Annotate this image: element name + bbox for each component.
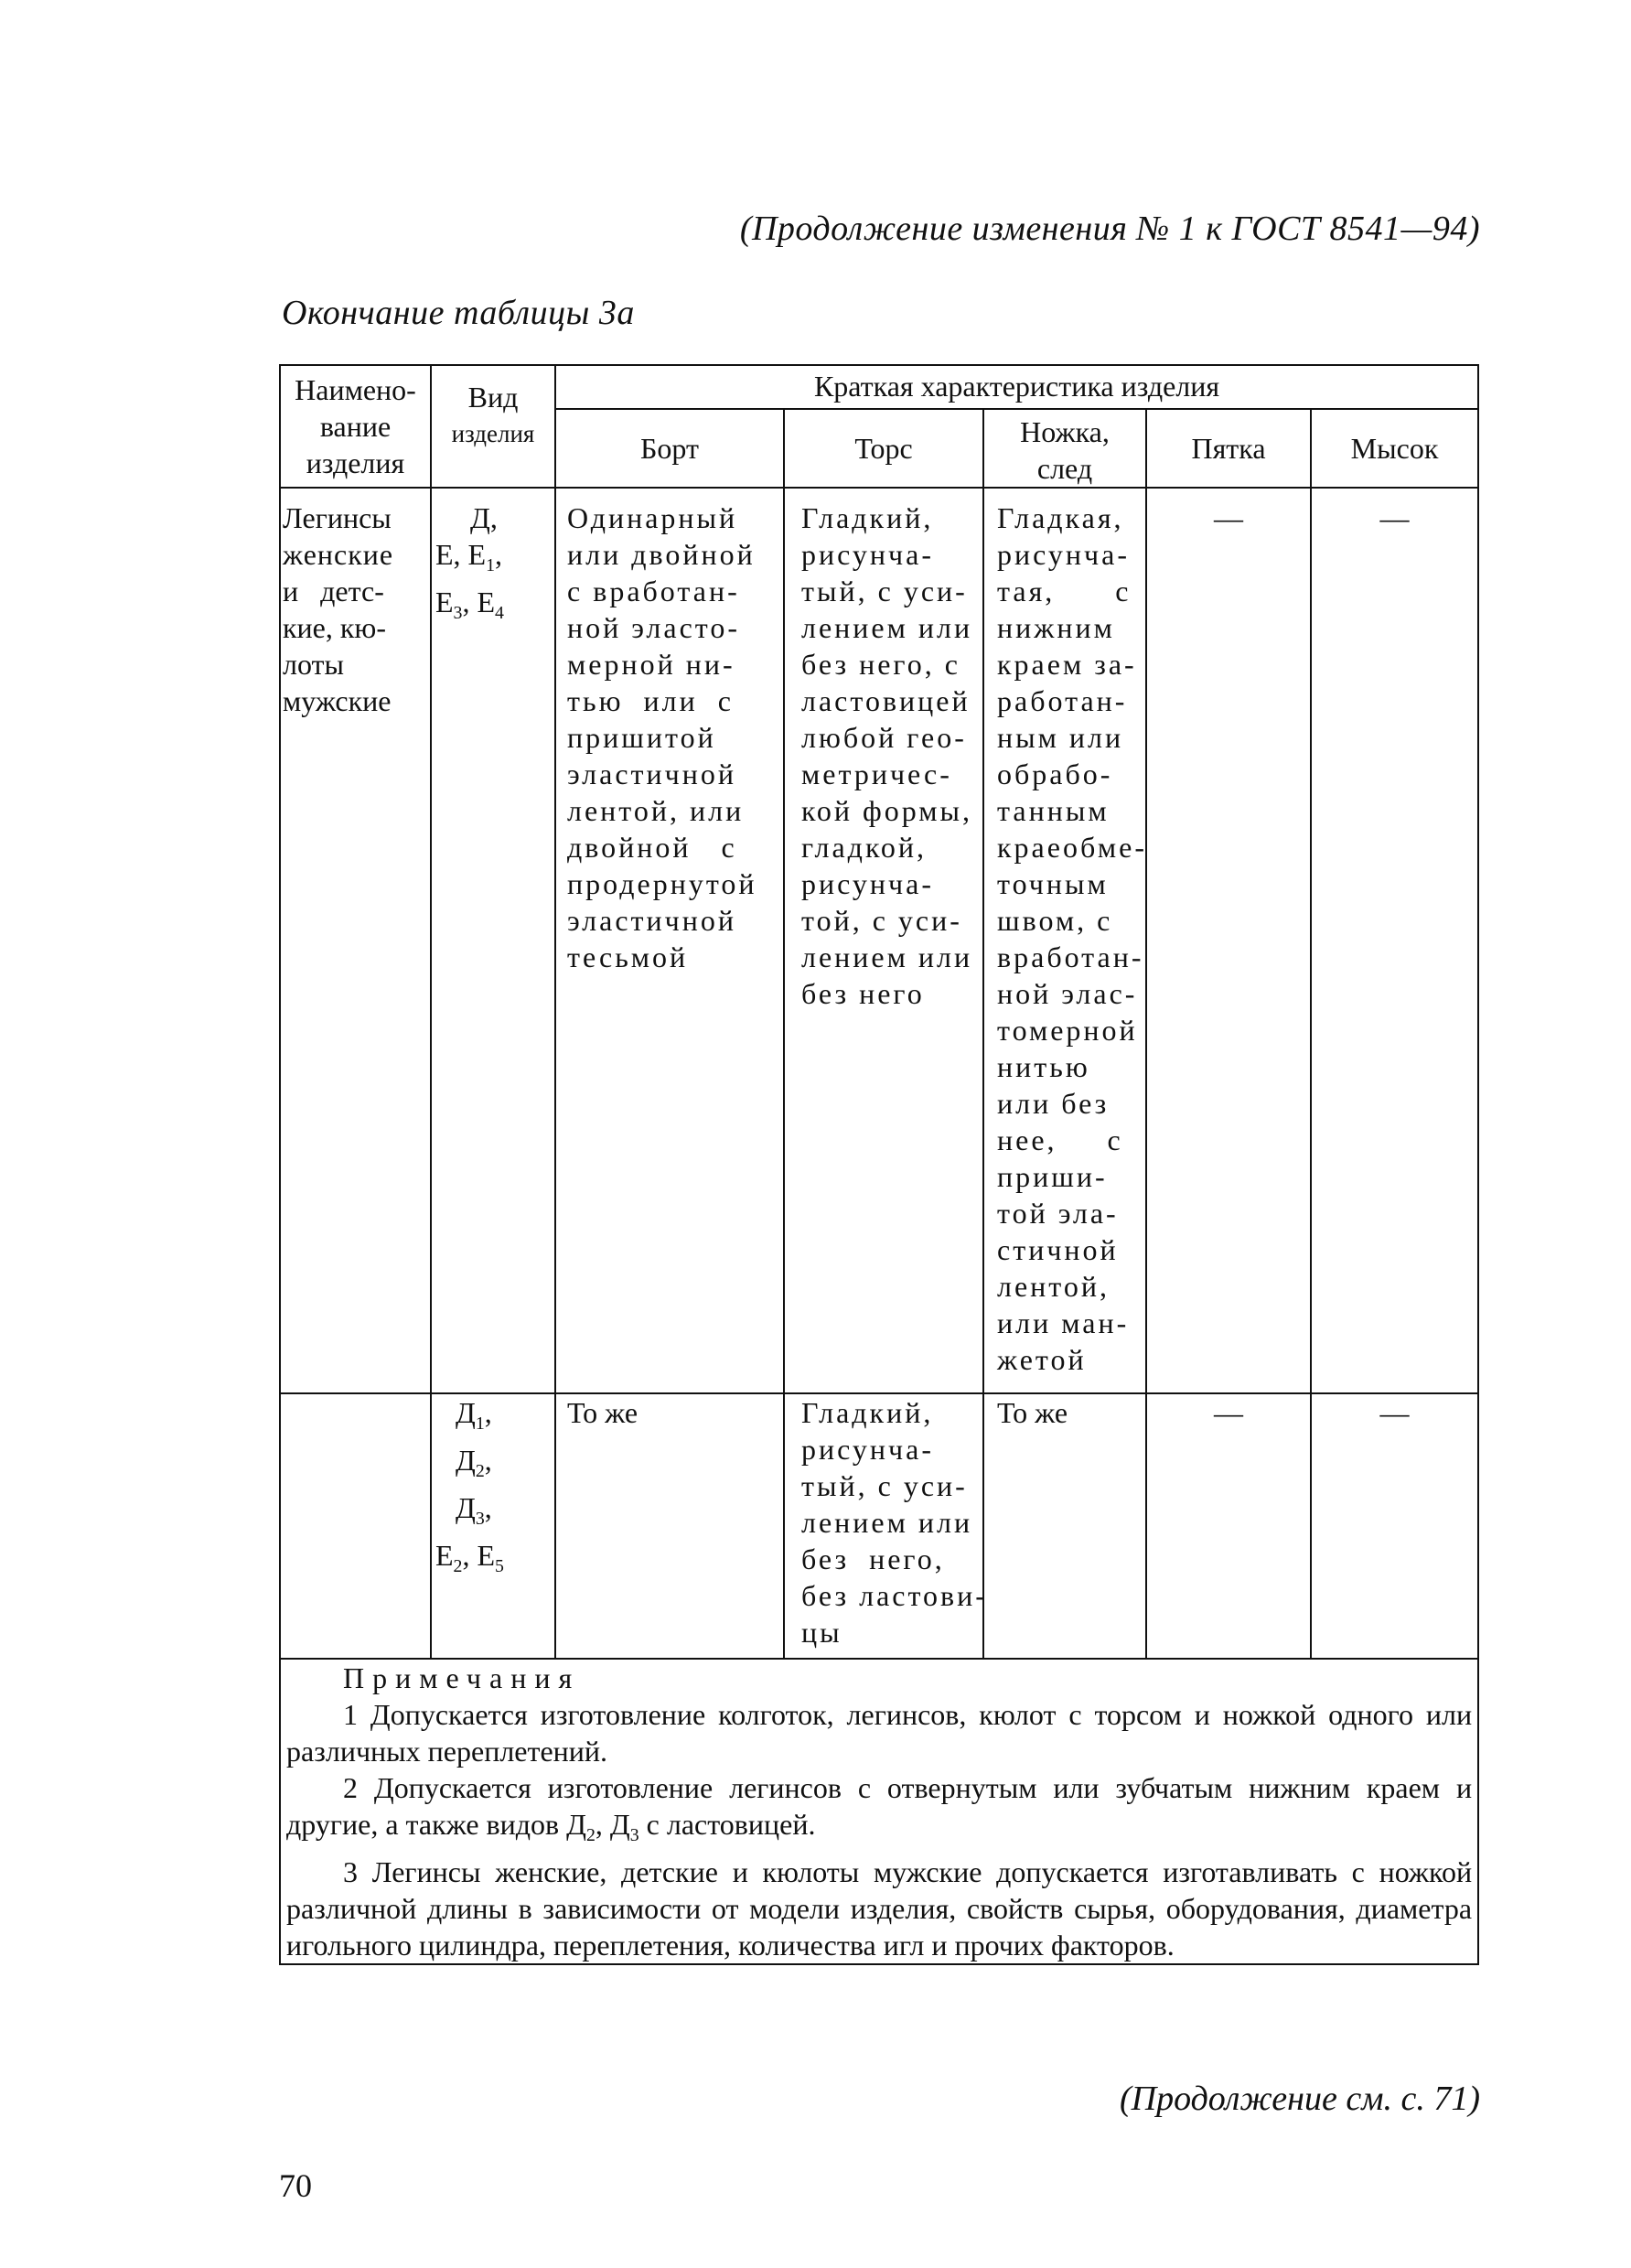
row1-name-l1: Легинсы: [283, 501, 392, 534]
row1-tors-line: кой формы,: [801, 794, 973, 827]
row2-kind-l2-sub: 2: [475, 1460, 485, 1481]
row1-nozhka-cell: [983, 488, 1146, 1393]
row2-tors-line: рисунча-: [801, 1433, 934, 1466]
header-nozhka-cell: [983, 409, 1146, 488]
header-name-l3: изделия: [306, 446, 405, 479]
row1-bort-lines: [567, 500, 778, 975]
row1-nozhka-line: лентой,: [997, 1270, 1110, 1303]
row1-nozhka-line: нитью: [997, 1050, 1090, 1083]
row1-nozhka-line: работан-: [997, 684, 1128, 717]
header-tors-label: Торс: [854, 432, 913, 465]
row1-kind-l2-text: Е, Е: [435, 538, 487, 571]
row2-nozhka-text: То же: [997, 1396, 1068, 1429]
row1-nozhka-line: ной элас-: [997, 977, 1138, 1010]
row1-nozhka-line: или ман-: [997, 1306, 1130, 1339]
note-2: [286, 1769, 1472, 1854]
row1-bort-line: пришитой: [567, 721, 716, 754]
row1-kind-l2-sub: 1: [486, 554, 496, 575]
row1-bort-line: лентой, или: [567, 794, 745, 827]
row1-nozhka-line: нее, с: [997, 1123, 1123, 1156]
header-kind-l2: изделия: [451, 420, 535, 447]
row2-kind-l3-end: ,: [484, 1490, 492, 1524]
row1-nozhka-line: Гладкая,: [997, 501, 1124, 534]
row1-kind-lines: [435, 500, 549, 631]
row1-nozhka-line: краем за-: [997, 648, 1137, 681]
row1-kind-l3a-sub: 3: [453, 602, 463, 623]
row1-kind-l1: Д,: [470, 501, 498, 534]
header-pyatka-cell: [1146, 409, 1311, 488]
notes-row: [280, 1659, 1478, 1964]
row2-name-cell: [280, 1393, 431, 1659]
row1-mysok-dash: —: [1379, 501, 1410, 534]
row1-tors-line: тый, с уси-: [801, 575, 968, 607]
row1-nozhka-line: вработан-: [997, 941, 1144, 973]
row1-name-l4: кие, кю-: [283, 611, 386, 644]
row1-name-l6: мужские: [283, 684, 392, 717]
header-kind-l1: Вид: [467, 381, 519, 414]
row1-tors-line: без него, с: [801, 648, 960, 681]
row2-tors-line: без ластови-: [801, 1579, 988, 1612]
header-bort-cell: [555, 409, 784, 488]
row1-tors-line: лением или: [801, 611, 973, 644]
row1-nozhka-line: тая, с: [997, 575, 1132, 607]
row1-name-lines: [283, 500, 424, 719]
row1-tors-lines: [801, 500, 977, 1012]
row1-bort-line: тью или с: [567, 684, 734, 717]
row1-nozhka-line: краеобме-: [997, 831, 1148, 864]
header-kind-cell: [431, 365, 555, 488]
row2-kind-l3: [435, 1489, 549, 1537]
row2-nozhka-cell: [983, 1393, 1146, 1659]
row2-kind-l4b-sub: 5: [495, 1555, 504, 1576]
row1-tors-line: Гладкий,: [801, 501, 934, 534]
row2-pyatka-dash: —: [1214, 1396, 1243, 1429]
row2-bort-text: То же: [567, 1396, 638, 1429]
row2-kind-cell: [431, 1393, 555, 1659]
row1-nozhka-line: нижним: [997, 611, 1115, 644]
row1-bort-cell: [555, 488, 784, 1393]
row1-bort-line: с вработан-: [567, 575, 740, 607]
row2-pyatka-cell: [1146, 1393, 1311, 1659]
row1-tors-line: любой гео-: [801, 721, 967, 754]
row1-bort-line: продернутой: [567, 867, 757, 900]
row1-bort-line: эластичной: [567, 758, 736, 790]
header-name-l1: Наимено-: [295, 373, 416, 406]
row1-name-cell: [280, 488, 431, 1393]
row1-tors-line: лением или: [801, 941, 973, 973]
row1-kind-l2-end: ,: [495, 538, 503, 571]
table-row: [280, 1393, 1478, 1659]
note-2-sub-1: 2: [585, 1824, 596, 1845]
row1-name-l2: женские: [283, 538, 394, 571]
row1-nozhka-line: стичной: [997, 1233, 1119, 1266]
row2-kind-l1: [435, 1394, 549, 1442]
header-nozhka-l1: Ножка,: [1020, 415, 1110, 448]
note-2-sub-2: 3: [629, 1824, 639, 1845]
spec-table: [279, 364, 1479, 1965]
row2-kind-l1-end: ,: [484, 1396, 492, 1429]
note-2-text-a: 2 Допускается изготовление легинсов с отвернутым или зубчатым нижним краем и другие, а также видов Д: [286, 1771, 1473, 1841]
row1-nozhka-line: рисунча-: [997, 538, 1130, 571]
header-nozhka-l2: след: [1036, 452, 1093, 485]
note-2-text-c: с ластовицей.: [638, 1808, 816, 1841]
row1-tors-line: рисунча-: [801, 538, 934, 571]
notes-title: Примечания: [343, 1661, 581, 1694]
table-row: [280, 488, 1478, 1393]
row2-tors-line: Гладкий,: [801, 1396, 934, 1429]
header-pyatka-label: Пятка: [1191, 432, 1266, 465]
row2-kind-l3-text: Д: [456, 1490, 476, 1524]
row1-tors-line: метричес-: [801, 758, 952, 790]
row1-bort-line: или двойной: [567, 538, 756, 571]
header-name-cell: [280, 365, 431, 488]
table-caption: Окончание таблицы 3а: [282, 294, 635, 332]
header-name-l2: вание: [319, 410, 392, 443]
row1-kind-l3: [435, 584, 549, 631]
row1-nozhka-line: жетой: [997, 1343, 1087, 1376]
continuation-footer: (Продолжение см. с. 71): [1119, 2080, 1480, 2118]
row1-tors-line: гладкой,: [801, 831, 927, 864]
row1-pyatka-dash: —: [1214, 501, 1243, 534]
row1-tors-line: ластовицей: [801, 684, 971, 717]
row1-name-l3: и детс-: [283, 575, 384, 607]
header-bort-label: Борт: [640, 432, 699, 465]
row2-tors-line: без него,: [801, 1542, 945, 1575]
row1-tors-line: без него: [801, 977, 925, 1010]
header-mysok-cell: [1311, 409, 1478, 488]
row1-name-l5: лоты: [283, 648, 345, 681]
row1-nozhka-line: танным: [997, 794, 1110, 827]
header-group-cell: [555, 365, 1478, 409]
note-2-text-b: , Д: [595, 1808, 630, 1841]
row2-kind-l1-text: Д: [456, 1396, 476, 1429]
row1-pyatka-cell: [1146, 488, 1311, 1393]
row1-nozhka-line: обрабо-: [997, 758, 1113, 790]
row2-kind-l4: [435, 1537, 549, 1585]
row1-tors-cell: [784, 488, 983, 1393]
row2-kind-l1-sub: 1: [475, 1413, 485, 1434]
row1-bort-line: эластичной: [567, 904, 736, 937]
row1-nozhka-line: ным или: [997, 721, 1124, 754]
row2-kind-l4a-sub: 2: [453, 1555, 463, 1576]
row1-kind-cell: [431, 488, 555, 1393]
row2-bort-cell: [555, 1393, 784, 1659]
row1-nozhka-line: или без: [997, 1087, 1110, 1120]
table-sheet: [279, 364, 1477, 2068]
row1-kind-l3b-sub: 4: [495, 602, 504, 623]
row2-kind-l2: [435, 1442, 549, 1489]
row1-tors-line: рисунча-: [801, 867, 934, 900]
row2-kind-l4a: Е: [435, 1538, 454, 1572]
row1-kind-l2: [435, 536, 549, 584]
row2-tors-line: цы: [801, 1616, 842, 1649]
header-tors-cell: [784, 409, 983, 488]
row2-tors-lines: [801, 1394, 988, 1650]
row1-nozhka-line: приши-: [997, 1160, 1108, 1193]
row2-kind-l4b: , Е: [462, 1538, 496, 1572]
row2-kind-lines: [435, 1394, 549, 1585]
row1-bort-line: тесьмой: [567, 941, 689, 973]
row1-kind-l3b: , Е: [462, 585, 496, 618]
row2-tors-line: тый, с уси-: [801, 1469, 968, 1502]
row1-mysok-cell: [1311, 488, 1478, 1393]
note-3: 3 Легинсы женские, детские и кюлоты мужские допускается изготавливать с ножкой различной длины в зависимости от модели изделия, свойств сырья, оборудования, диаметра игольного цилиндра, переплетения, количества игл и прочих факторов.: [286, 1854, 1473, 1962]
row2-kind-l2-text: Д: [456, 1443, 476, 1477]
row1-nozhka-line: точным: [997, 867, 1109, 900]
note-1: 1 Допускается изготовление колготок, легинсов, кюлот с торсом и ножкой одного или различных переплетений.: [286, 1698, 1473, 1768]
row1-bort-line: ной эласто-: [567, 611, 740, 644]
row1-bort-line: Одинарный: [567, 501, 738, 534]
row1-nozhka-line: той эла-: [997, 1197, 1119, 1230]
continuation-header: (Продолжение изменения № 1 к ГОСТ 8541—94): [739, 210, 1480, 248]
row1-nozhka-line: швом, с: [997, 904, 1113, 937]
row1-bort-line: мерной ни-: [567, 648, 735, 681]
row2-tors-line: лением или: [801, 1506, 973, 1539]
header-group-label: Краткая характеристика изделия: [813, 370, 1220, 403]
row1-nozhka-lines: [997, 500, 1148, 1378]
row1-nozhka-line: томерной: [997, 1014, 1138, 1047]
notes-cell: [280, 1659, 1478, 1964]
row1-tors-line: той, с уси-: [801, 904, 962, 937]
row1-bort-line: двойной с: [567, 831, 737, 864]
row2-mysok-cell: [1311, 1393, 1478, 1659]
row2-mysok-dash: —: [1379, 1396, 1410, 1429]
row2-kind-l3-sub: 3: [475, 1508, 485, 1529]
header-mysok-label: Мысок: [1350, 432, 1439, 465]
row2-tors-cell: [784, 1393, 988, 1659]
row2-kind-l2-end: ,: [484, 1443, 492, 1477]
row1-kind-l3a: Е: [435, 585, 454, 618]
page-number: 70: [279, 2167, 312, 2204]
